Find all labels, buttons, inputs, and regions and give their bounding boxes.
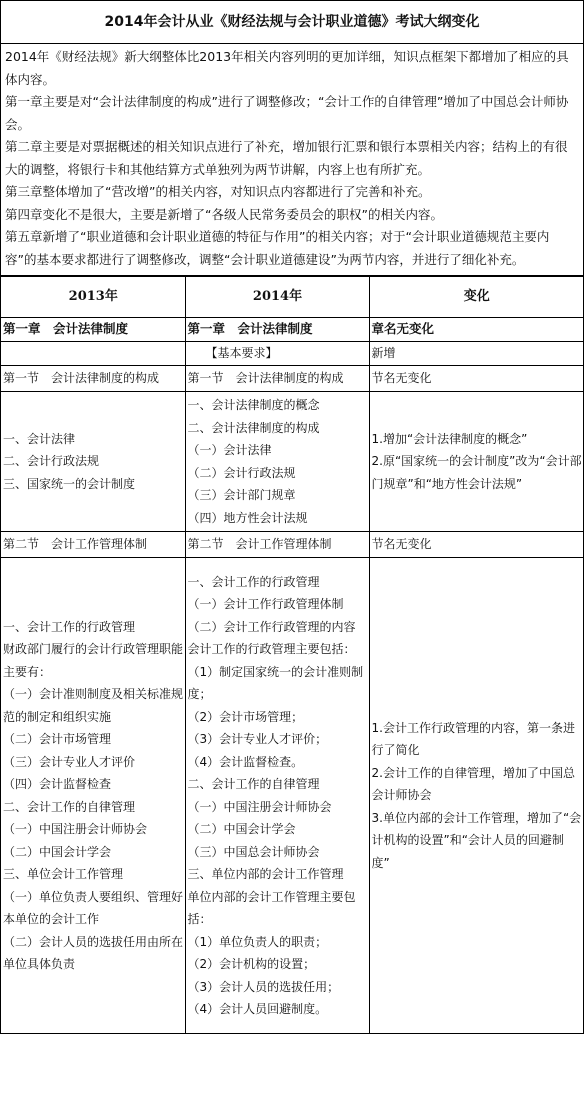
cell-line: 节名无变化 [371, 371, 432, 386]
intro-paragraph: 2014年《财经法规》新大纲整体比2013年相关内容列明的更加详细，知识点框架下都增加了相应的具体内容。 [5, 49, 569, 87]
table-row [1, 558, 583, 1034]
cell-line: （一）会计准则制度及相关标准规范的制定和组织实施 [3, 687, 184, 724]
cell-line: （四）地方性会计法规 [187, 510, 308, 525]
cell-line: 2.会计工作的自律管理，增加了中国总会计师协会 [371, 765, 575, 803]
cell-line: （四）会计监督检查 [3, 777, 112, 791]
cell-line: （3）会计专业人才评价； [187, 732, 328, 746]
cell-2014 [185, 318, 369, 342]
cell-2013 [1, 558, 185, 1034]
intro-summary [1, 44, 583, 276]
cell-line: 第一章 会计法律制度 [187, 321, 313, 337]
cell-line: 第二节 会计工作管理体制 [187, 537, 332, 552]
cell-line: （4）会计人员回避制度。 [187, 1002, 328, 1016]
table-row [1, 318, 583, 342]
cell-line: （二）中国会计学会 [3, 844, 112, 859]
cell-2013 [1, 318, 185, 342]
cell-line: 一、会计工作的行政管理 [187, 574, 320, 589]
cell-line: （一）会计法律 [187, 443, 272, 457]
table-row [1, 342, 583, 366]
cell-line: 单位内部的会计工作管理主要包括： [187, 889, 356, 926]
cell-line: 第一章 会计法律制度 [3, 321, 129, 337]
cell-line: （三）会计部门规章 [187, 488, 296, 502]
cell-line: 第一节 会计法律制度的构成 [187, 371, 344, 386]
cell-line: （一）单位负责人要组织、管理好本单位的会计工作 [3, 889, 184, 926]
cell-line: 2.原“国家统一的会计制度”改为“会计部门规章”和“地方性会计法规” [371, 454, 582, 491]
cell-line: （2）会计市场管理； [187, 709, 304, 724]
cell-line: （一）中国注册会计师协会 [3, 822, 148, 836]
cell-line: （1）制定国家统一的会计准则制度； [187, 664, 364, 701]
cell-line: （一）会计工作行政管理体制 [187, 597, 344, 611]
cell-line: 三、单位内部的会计工作管理 [187, 867, 344, 881]
cell-line: 【基本要求】 [187, 346, 278, 361]
cell-line: （二）会计行政法规 [187, 465, 296, 480]
cell-2014 [185, 342, 369, 366]
cell-line: 新增 [371, 346, 396, 361]
cell-line: 一、会计法律 [3, 431, 76, 446]
intro-paragraph: 第五章新增了“职业道德和会计职业道德的特征与作用”的相关内容；对于“会计职业道德规范主要内容”的基本要求都进行了调整修改，调整“会计职业道德建设”为两节内容，并进行了细化补充。 [5, 229, 550, 267]
cell-line: 一、会计工作的行政管理 [3, 619, 136, 634]
cell-2014 [185, 532, 369, 558]
cell-line: （2）会计机构的设置； [187, 957, 316, 971]
cell-line: 第一节 会计法律制度的构成 [3, 371, 160, 386]
cell-line: 1.会计工作行政管理的内容，第一条进行了简化 [371, 720, 575, 758]
table-header-row [1, 277, 583, 318]
cell-line: （二）会计工作行政管理的内容 [187, 619, 356, 634]
cell-line: （二）中国会计学会 [187, 822, 296, 836]
intro-paragraph: 第三章整体增加了“营改增”的相关内容，对知识点内容都进行了完善和补充。 [5, 184, 431, 199]
cell-2014 [185, 392, 369, 532]
cell-line: 会计工作的行政管理主要包括： [187, 642, 356, 656]
cell-line: （二）会计市场管理 [3, 732, 112, 746]
cell-line: 一、会计法律制度的概念 [187, 398, 320, 412]
cell-line: （二）会计人员的选拔任用由所在单位具体负责 [3, 934, 184, 971]
cell-line: 财政部门履行的会计行政管理职能主要有： [3, 642, 184, 679]
header-2014: 2014年 [185, 277, 369, 318]
cell-line: 三、单位会计工作管理 [3, 867, 124, 881]
cell-line: 二、会计工作的自律管理 [187, 777, 320, 791]
cell-2013 [1, 366, 185, 392]
cell-2014 [185, 366, 369, 392]
cell-line: （1）单位负责人的职责； [187, 934, 328, 949]
cell-line: （一）中国注册会计师协会 [187, 799, 332, 814]
cell-line: 1.增加“会计法律制度的概念” [371, 431, 528, 446]
cell-line: 三、国家统一的会计制度 [3, 476, 136, 491]
intro-paragraph: 第二章主要是对票据概述的相关知识点进行了补充，增加银行汇票和银行本票相关内容；结构上的有很大的调整，将银行卡和其他结算方式单独列为两节讲解，内容上也有所扩充。 [5, 139, 568, 177]
table-row [1, 366, 583, 392]
cell-line: 第二节 会计工作管理体制 [3, 537, 148, 552]
cell-line: 节名无变化 [371, 537, 432, 552]
cell-2013 [1, 342, 185, 366]
cell-2013 [1, 532, 185, 558]
header-2013: 2013年 [1, 277, 185, 318]
comparison-table [1, 276, 583, 1034]
intro-paragraph: 第四章变化不是很大，主要是新增了“各级人民常务委员会的职权”的相关内容。 [5, 206, 443, 222]
cell-change [369, 392, 583, 532]
cell-line: 二、会计行政法规 [3, 454, 100, 469]
page-title: 2014年会计从业《财经法规与会计职业道德》考试大纲变化 [1, 1, 583, 44]
header-change: 变化 [369, 277, 583, 318]
table-row [1, 532, 583, 558]
cell-2014 [185, 558, 369, 1034]
cell-change [369, 366, 583, 392]
cell-line: （3）会计人员的选拔任用； [187, 979, 340, 994]
cell-line: 二、会计法律制度的构成 [187, 420, 320, 435]
cell-line: （三）会计专业人才评价 [3, 754, 136, 769]
cell-line: 二、会计工作的自律管理 [3, 799, 136, 814]
cell-line: （三）中国总会计师协会 [187, 844, 320, 859]
cell-line: 3.单位内部的会计工作管理，增加了“会计机构的设置”和“会计人员的回避制度” [371, 810, 582, 870]
intro-paragraph: 第一章主要是对“会计法律制度的构成”进行了调整修改；“会计工作的自律管理”增加了中国总会计师协会。 [5, 94, 569, 132]
cell-change [369, 532, 583, 558]
cell-change [369, 318, 583, 342]
cell-line: 章名无变化 [371, 321, 435, 337]
cell-change [369, 342, 583, 366]
table-row [1, 392, 583, 532]
cell-2013 [1, 392, 185, 532]
cell-line: （4）会计监督检查。 [187, 754, 304, 769]
cell-change [369, 558, 583, 1034]
